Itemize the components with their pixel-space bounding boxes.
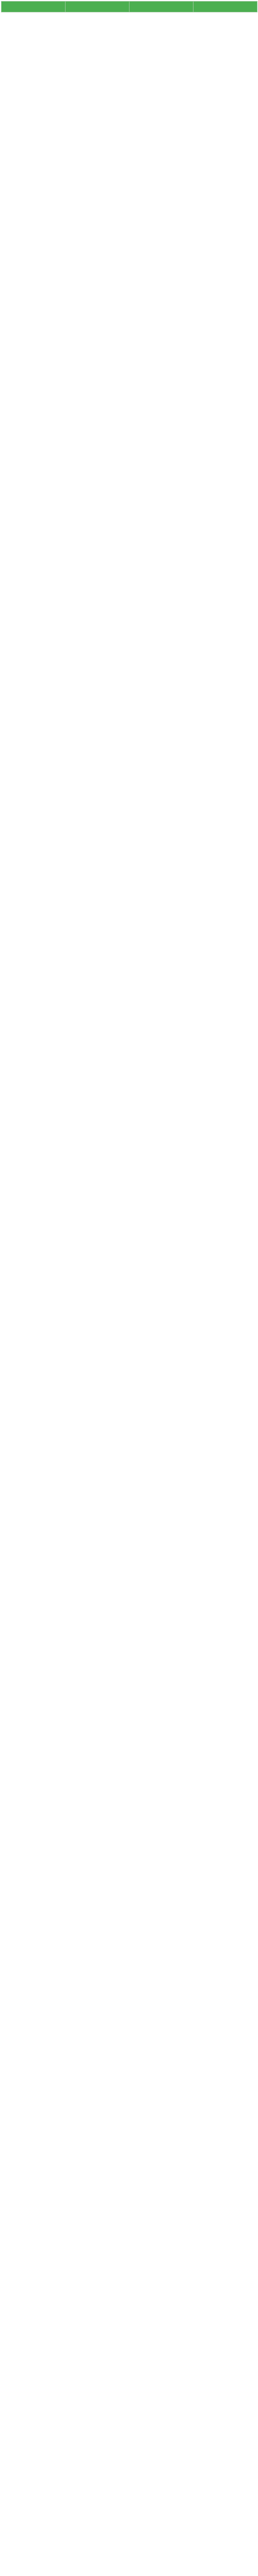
column-header-1 xyxy=(2,2,66,12)
column-header-4 xyxy=(194,2,257,12)
column-header-2 xyxy=(66,2,130,12)
data-table xyxy=(1,1,257,12)
table-header-row xyxy=(2,2,257,12)
column-header-3 xyxy=(130,2,194,12)
